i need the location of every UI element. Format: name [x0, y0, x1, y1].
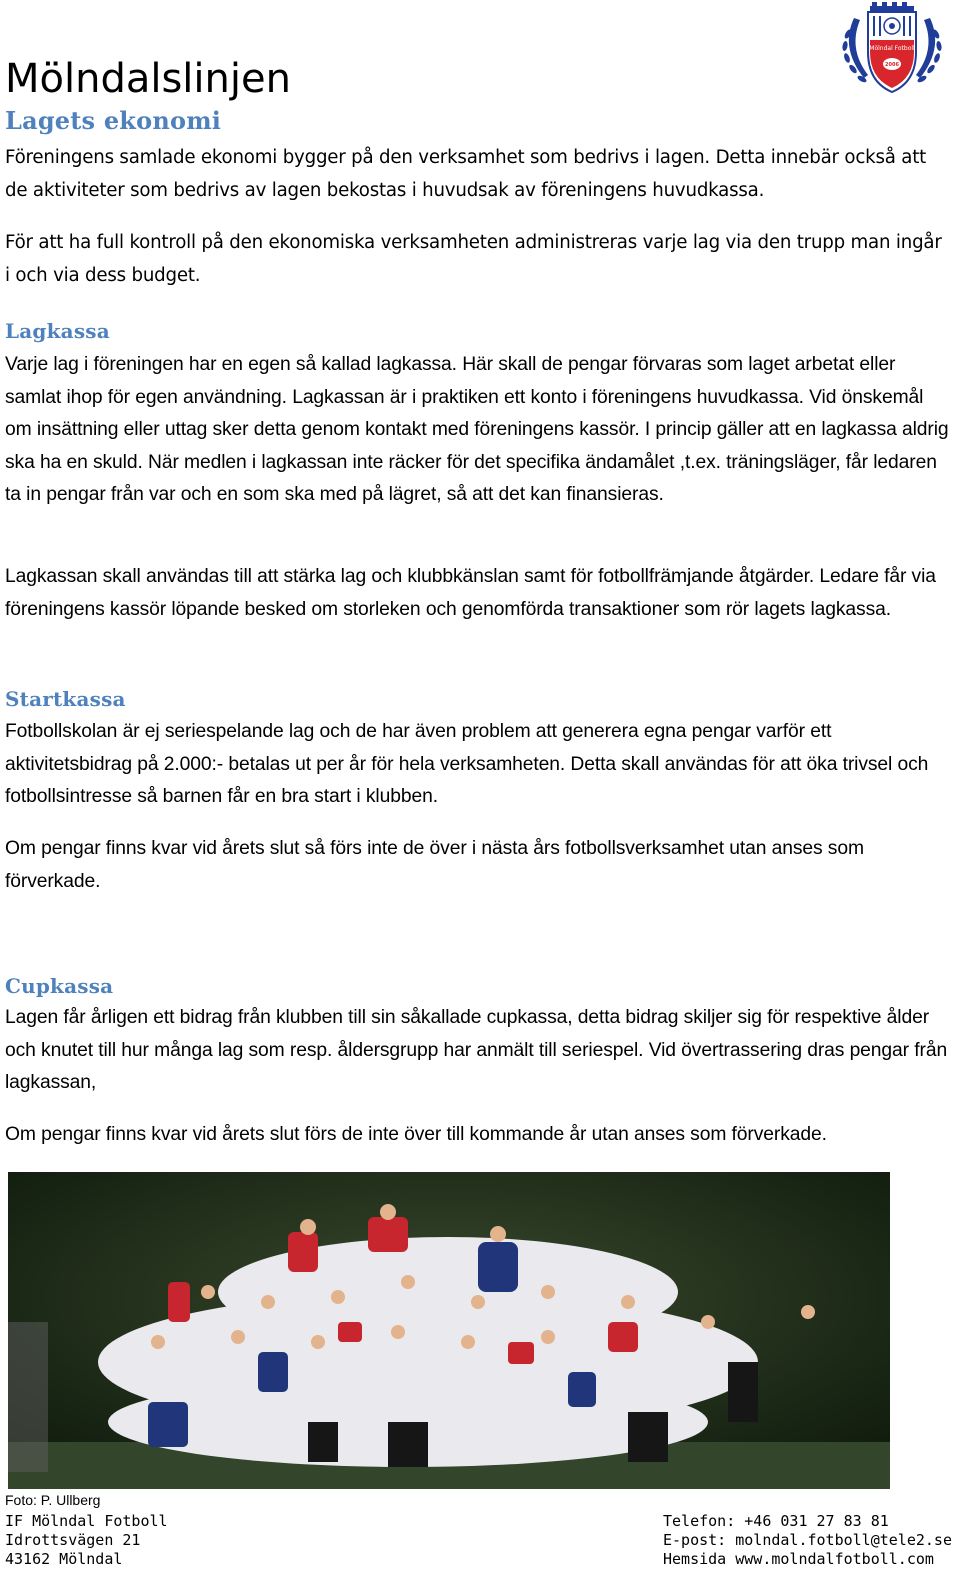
heading-cupkassa: Cupkassa [5, 974, 114, 998]
footer-postal: 43162 Mölndal [5, 1550, 123, 1568]
paragraph-ekonomi-2: För att ha full kontroll på den ekonomiska verksamheten administreras varje lag via den trupp man ingår i och via dess budget. [5, 232, 942, 286]
footer-address [5, 1512, 168, 1569]
document-title: Mölndalslinjen [5, 56, 291, 102]
heading-lagets-ekonomi: Lagets ekonomi [5, 106, 222, 135]
paragraph-cupkassa-2: Om pengar finns kvar vid årets slut förs de inte över till kommande år utan anses som förverkade. [5, 1124, 827, 1145]
paragraph-lagkassa-2: Lagkassan skall användas till att stärka lag och klubbkänslan samt för fotbollfrämjande åtgärder. Ledare får via föreningens kassör löpande besked om storleken och genomförda transaktioner som rör lagets lagkassa. [5, 566, 936, 620]
photo-caption: Foto: P. Ullberg [5, 1492, 101, 1508]
logo-text: Mölndal Fotboll [869, 45, 915, 52]
paragraph-cupkassa-1: Lagen får årligen ett bidrag från klubben till sin såkallade cupkassa, detta bidrag skiljer sig för respektive ålder och knutet till hur många lag som resp. åldersgrupp har anmält till seriespel. Vid övertrassering dras pengar från lagkassan, [5, 1007, 948, 1093]
club-crest-logo [836, 0, 948, 100]
paragraph-startkassa-1: Fotbollskolan är ej seriespelande lag och de har även problem att generera egna pengar varför ett aktivitetsbidrag på 2.000:- betalas ut per år för hela verksamheten. Detta skall användas för att öka trivsel och fotbollsintresse så barnen får en bra start i klubben. [5, 721, 929, 807]
paragraph-lagkassa-1: Varje lag i föreningen har en egen så kallad lagkassa. Här skall de pengar förvaras som laget arbetat eller samlat ihop för egen användning. Lagkassan är i praktiken ett konto i föreningens huvudkassa. Vid önskemål om insättning eller uttag sker detta genom kontakt med föreningens kassör. I princip gäller att en lagkassa aldrig ska ha en skuld. När medlen i lagkassan inte räcker för det specifika ändamålet ,t.ex. träningsläger, får ledaren ta in pengar från var och en som ska med på lägret, så att det kan finansieras. [5, 354, 949, 505]
footer-contact [663, 1512, 952, 1569]
footer-phone: Telefon: +46 031 27 83 81 [663, 1512, 889, 1530]
footer-org: IF Mölndal Fotboll [5, 1512, 168, 1530]
paragraph-ekonomi-1: Föreningens samlade ekonomi bygger på den verksamhet som bedrivs i lagen. Detta innebär också att de aktiviteter som bedrivs av lagen bekostas i huvudsak av föreningens huvudkassa. [5, 147, 927, 201]
logo-year: 2006 [885, 62, 899, 68]
footer-street: Idrottsvägen 21 [5, 1531, 141, 1549]
footer-web: Hemsida www.molndalfotboll.com [663, 1550, 934, 1568]
heading-startkassa: Startkassa [5, 687, 126, 711]
footer-email: E-post: molndal.fotboll@tele2.se [663, 1531, 952, 1549]
heading-lagkassa: Lagkassa [5, 319, 110, 343]
paragraph-startkassa-2: Om pengar finns kvar vid årets slut så förs inte de över i nästa års fotbollsverksamhet utan anses som förverkade. [5, 838, 864, 892]
team-photo [8, 1172, 890, 1489]
